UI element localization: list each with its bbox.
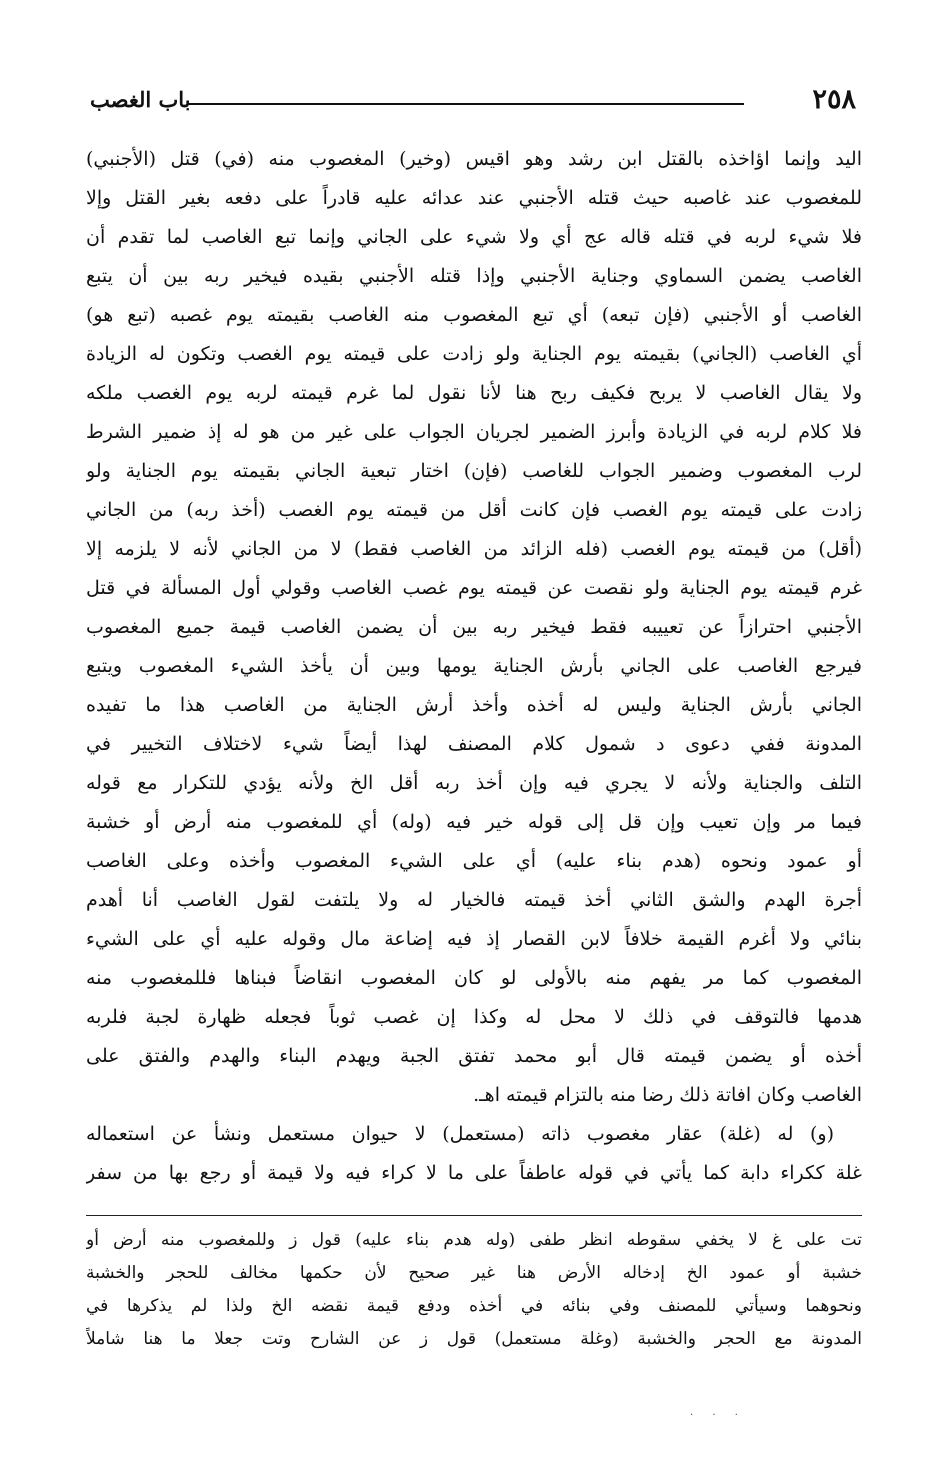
text-line: فلا شيء لربه في قتله قاله عج أي ولا شيء على الجاني وإنما تبع الغاصب لما تقدم أن	[86, 226, 862, 248]
footnote-line: تت على غ لا يخفي سقوطه انظر طفى (وله هدم بناء عليه) قول ز وللمغصوب منه أرض أو	[86, 1230, 862, 1250]
text-line: اليد وإنما اؤاخذه بالقتل ابن رشد وهو اقيس (وخير) المغصوب منه (في) قتل (الأجنبي)	[86, 148, 862, 170]
text-line: لرب المغصوب وضمير الجواب للغاصب (فإن) اختار تبعية الجاني بقيمته يوم الجناية ولو	[86, 460, 862, 482]
text-line: أو عمود ونحوه (هدم بناء عليه) أي على الشيء المغصوب وأخذه وعلى الغاصب	[86, 850, 862, 872]
text-line: الأجنبي احترازاً عن تعييبه فقط فيخير ربه بين أن يضمن الغاصب قيمة جميع المغصوب	[86, 616, 862, 638]
footnote-text	[86, 1224, 862, 1356]
text-line: أجرة الهدم والشق الثاني أخذ قيمته فالخيار له ولا يلتفت لقول الغاصب أنا أهدم	[86, 889, 862, 911]
text-line: فيما مر وإن تعيب وإن قل إلى قوله خير فيه (وله) أي للمغصوب منه أرض أو خشبة	[86, 811, 862, 833]
footnote-line: المدونة مع الحجر والخشبة (وغلة مستعمل) قول ز عن الشارح وتت جعلا ما هنا شاملاً	[86, 1329, 862, 1349]
text-line: المدونة ففي دعوى د شمول كلام المصنف لهذا أيضاً شيء لاختلاف التخيير في	[86, 733, 862, 755]
footnote-separator	[86, 1215, 862, 1216]
text-line: ولا يقال الغاصب لا يربح فكيف ربح هنا لأنا نقول لما غرم قيمته لربه يوم الغصب ملكه	[86, 382, 862, 404]
text-line: للمغصوب عند غاصبه حيث قتله الأجنبي عند عدائه عليه قادراً على دفعه بغير القتل وإلا	[86, 187, 862, 209]
text-line: زادت على قيمته يوم الغصب فإن كانت أقل من قيمته يوم الغصب (أخذ ربه) من الجاني	[86, 499, 862, 521]
text-line: الجاني بأرش الجناية وليس له أخذه وأخذ أرش الجناية من الغاصب هذا ما تفيده	[86, 694, 862, 716]
section-title: باب الغصب	[90, 87, 191, 112]
page-header	[90, 82, 856, 118]
text-line: بنائي ولا أغرم القيمة خلافاً لابن القصار إذ فيه إضاعة مال وقوله عليه أي على الشيء	[86, 928, 862, 950]
page-number: ٢٥٨	[812, 84, 856, 115]
text-line: الغاصب أو الأجنبي (فإن تبعه) أي تبع المغصوب منه الغاصب بقيمته يوم غصبه (تبع هو)	[86, 304, 862, 326]
footnote-line: ونحوهما وسيأتي للمصنف وفي بنائه في أخذه ودفع قيمة نقضه الخ ولذا لم يذكرها في	[86, 1296, 862, 1316]
header-rule	[188, 103, 744, 105]
text-line: غلة ككراء دابة كما يأتي في قوله عاطفاً على ما لا كراء فيه ولا قيمة أو رجع بها من سفر	[86, 1162, 862, 1184]
text-line: هدمها فالتوقف في ذلك لا محل له وكذا إن غصب ثوباً فجعله ظهارة لجبة فلربه	[86, 1006, 862, 1028]
text-line: فلا كلام لربه في الزيادة وأبرز الضمير لجريان الجواب على غير من هو له إذ ضمير الشرط	[86, 421, 862, 443]
text-line: أخذه أو يضمن قيمته قال أبو محمد تفتق الجبة ويهدم البناء والهدم والفتق على	[86, 1045, 862, 1067]
scan-specks: · · ·	[690, 1410, 746, 1421]
main-text	[86, 140, 862, 1193]
text-line: المغصوب كما مر يفهم منه بالأولى لو كان المغصوب انقاضاً فبناها فللمغصوب منه	[86, 967, 862, 989]
text-line: التلف والجناية ولأنه لا يجري فيه وإن أخذ ربه أقل الخ ولأنه يؤدي للتكرار مع قوله	[86, 772, 862, 794]
text-line: فيرجع الغاصب على الجاني بأرش الجناية يومها وبين أن يأخذ الشيء المغصوب ويتبع	[86, 655, 862, 677]
footnote-line: خشبة أو عمود الخ إدخاله الأرض هنا غير صحيح لأن حكمها مخالف للحجر والخشبة	[86, 1263, 862, 1283]
text-line: الغاصب وكان افاتة ذلك رضا منه بالتزام قيمته اهـ.	[473, 1084, 862, 1106]
text-line: أي الغاصب (الجاني) بقيمته يوم الجناية ولو زادت على قيمته يوم الغصب وتكون له الزيادة	[86, 343, 862, 365]
text-line: غرم قيمته يوم الجناية ولو نقصت عن قيمته يوم غصب الغاصب وقولي أول المسألة في قتل	[86, 577, 862, 599]
text-line: (أقل) من قيمته يوم الغصب (فله الزائد من الغاصب فقط) لا من الجاني لأنه لا يلزمه إلا	[86, 538, 862, 560]
text-line: (و) له (غلة) عقار مغصوب ذاته (مستعمل) لا حيوان مستعمل ونشأ عن استعماله	[86, 1123, 834, 1145]
text-line: الغاصب يضمن السماوي وجناية الأجنبي وإذا قتله الأجنبي بقيده فيخير ربه بين أن يتبع	[86, 265, 862, 287]
